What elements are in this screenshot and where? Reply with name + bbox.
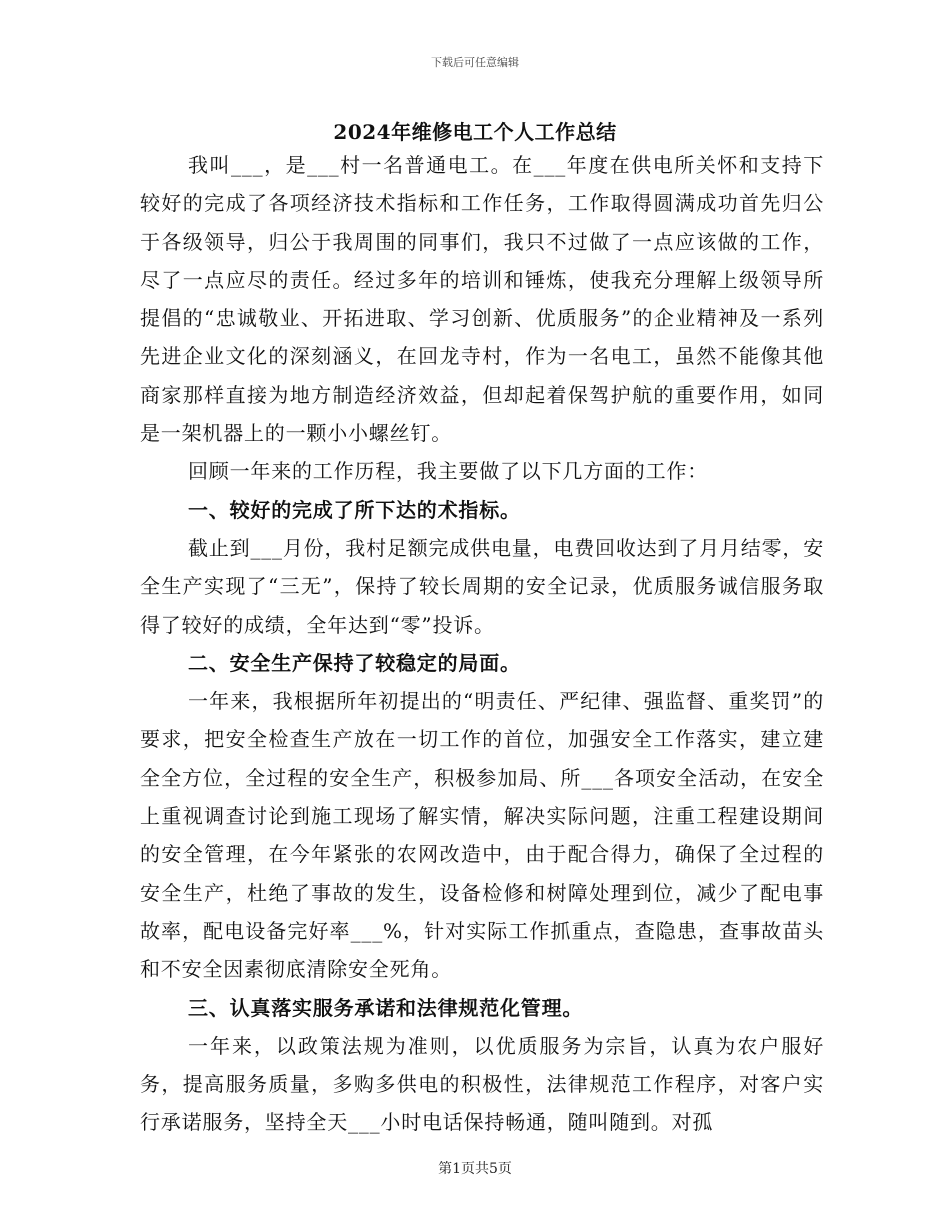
section-heading-2: 二、安全生产保持了较稳定的局面。 <box>188 650 521 675</box>
document-title: 2024年维修电工个人工作总结 <box>333 120 617 144</box>
paragraph-section-2: 一年来，我根据所年初提出的“明责任、严纪律、强监督、重奖罚”的要求，把安全检查生产放在一切工作的首位，加强安全工作落实，建立建全全方位，全过程的安全生产，积极参加局、所___各项安全活动，在安全上重视调查讨论到施工现场了解实情，解决实际问题，注重工程建设期间的安全管理，在今年紧张的农网改造中，由于配合得力，确保了全过程的安全生产，杜绝了事故的发生，设备检修和树障处理到位，减少了配电事故率，配电设备完好率___%，针对实际工作抓重点，查隐患，查事故苗头和不安全因素彻底清除安全死角。 <box>140 689 824 982</box>
document-body <box>140 146 824 1142</box>
paragraph-section-1: 截止到___月份，我村足额完成供电量，电费回收达到了月月结零，安全生产实现了“三无”，保持了较长周期的安全记录，优质服务诚信服务取得了较好的成绩，全年达到“零”投诉。 <box>140 535 824 637</box>
page-header-note: 下载后可任意编辑 <box>431 56 519 69</box>
page-number: 第1页共5页 <box>438 1161 512 1177</box>
paragraph-review: 回顾一年来的工作历程，我主要做了以下几方面的工作： <box>188 459 708 484</box>
section-heading-3: 三、认真落实服务承诺和法律规范化管理。 <box>188 995 584 1020</box>
paragraph-section-3: 一年来，以政策法规为准则，以优质服务为宗旨，认真为农户服好务，提高服务质量，多购多供电的积极性，法律规范工作程序，对客户实行承诺服务，坚持全天___小时电话保持畅通，随叫随到。对孤 <box>140 1033 824 1135</box>
section-heading-1: 一、较好的完成了所下达的术指标。 <box>188 497 521 522</box>
paragraph-intro: 我叫___，是___村一名普通电工。在___年度在供电所关怀和支持下较好的完成了各项经济技术指标和工作任务，工作取得圆满成功首先归公于各级领导，归公于我周围的同事们，我只不过做了一点应该做的工作，尽了一点应尽的责任。经过多年的培训和锤炼，使我充分理解上级领导所提倡的“忠诚敬业、开拓进取、学习创新、优质服务”的企业精神及一系列先进企业文化的深刻涵义，在回龙寺村，作为一名电工，虽然不能像其他商家那样直接为地方制造经济效益，但却起着保驾护航的重要作用，如同是一架机器上的一颗小小螺丝钉。 <box>140 153 824 446</box>
